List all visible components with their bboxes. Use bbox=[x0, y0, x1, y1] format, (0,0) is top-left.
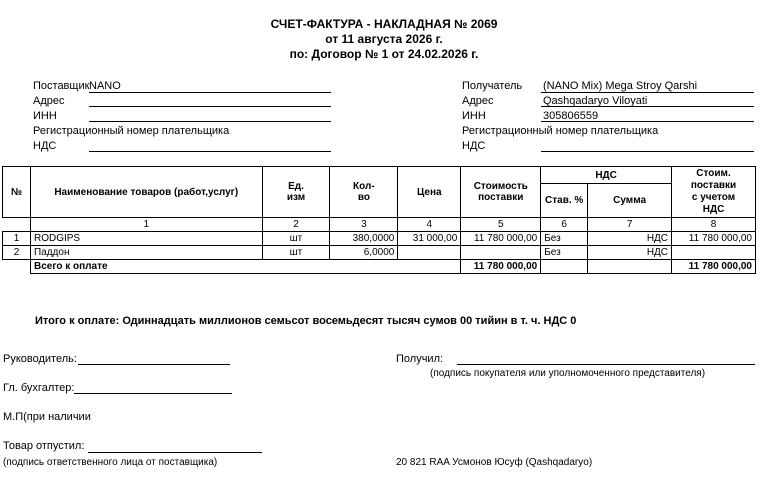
header-no: № bbox=[3, 167, 31, 218]
header-name: Наименование товаров (работ,услуг) bbox=[30, 167, 262, 218]
header-total: Стоим. поставки с учетом НДС bbox=[672, 167, 756, 218]
accountant-label: Гл. бухгалтер: bbox=[3, 382, 75, 394]
col-num-5: 5 bbox=[461, 218, 541, 232]
header-qty: Кол- во bbox=[330, 167, 398, 218]
row-sum: НДС bbox=[588, 232, 672, 246]
received-sign-line bbox=[457, 364, 755, 365]
supplier-label: Поставщик bbox=[33, 80, 90, 92]
col-num-6: 6 bbox=[541, 218, 588, 232]
row-price: 31 000,00 bbox=[398, 232, 461, 246]
total-cost: 11 780 000,00 bbox=[461, 260, 541, 274]
recipient-nds-label: НДС bbox=[462, 140, 486, 152]
row-rate: Без bbox=[541, 246, 588, 260]
supplier-address-label: Адрес bbox=[33, 95, 65, 107]
row-total bbox=[672, 246, 756, 260]
table-row bbox=[3, 246, 756, 260]
supplier-inn-label: ИНН bbox=[33, 110, 57, 122]
row-qty: 6,0000 bbox=[330, 246, 398, 260]
doc-title: СЧЕТ-ФАКТУРА - НАКЛАДНАЯ № 2069 bbox=[270, 17, 498, 31]
received-note: (подпись покупателя или уполномоченного представителя) bbox=[430, 368, 706, 379]
col-num-8: 8 bbox=[672, 218, 756, 232]
row-name: RODGIPS bbox=[30, 232, 262, 246]
recipient-address-label: Адрес bbox=[462, 95, 494, 107]
doc-contract: по: Договор № 1 от 24.02.2026 г. bbox=[289, 47, 479, 61]
supplier-inn-line bbox=[89, 121, 331, 122]
recipient-nds-line bbox=[541, 151, 754, 152]
total-sum: 11 780 000,00 bbox=[672, 260, 756, 274]
head-label: Руководитель: bbox=[3, 353, 77, 365]
row-rate: Без bbox=[541, 232, 588, 246]
summary-text: Итого к оплате: Одиннадцать миллионов семьсот восемьдесят тысяч сумов 00 тийин в т. ч. НДС 0 bbox=[35, 315, 577, 327]
header-price: Цена bbox=[398, 167, 461, 218]
supplier-value: NANO bbox=[89, 80, 121, 92]
recipient-value: (NANO Mix) Mega Stroy Qarshi bbox=[543, 80, 698, 92]
header-cost: Стоимость поставки bbox=[461, 167, 541, 218]
released-label: Товар отпустил: bbox=[3, 440, 85, 452]
col-num-4: 4 bbox=[398, 218, 461, 232]
supplier-nds-label: НДС bbox=[33, 140, 57, 152]
table-row bbox=[3, 232, 756, 246]
received-label: Получил: bbox=[396, 353, 444, 365]
recipient-address-value: Qashqadaryo Viloyati bbox=[543, 95, 648, 107]
recipient-label: Получатель bbox=[462, 80, 523, 92]
head-sign-line bbox=[78, 364, 230, 365]
row-sum: НДС bbox=[588, 246, 672, 260]
col-num-7: 7 bbox=[588, 218, 672, 232]
header-sum: Сумма bbox=[588, 184, 672, 218]
stamp-label: М.П(при наличии bbox=[3, 411, 91, 423]
col-num-1: 1 bbox=[30, 218, 262, 232]
recipient-address-line bbox=[541, 106, 754, 107]
header-rate: Став. % bbox=[541, 184, 588, 218]
row-price bbox=[398, 246, 461, 260]
footer-id: 20 821 RAA Усмонов Юсуф (Qashqadaryo) bbox=[396, 457, 593, 468]
supplier-nds-line bbox=[89, 151, 331, 152]
recipient-inn-line bbox=[541, 121, 754, 122]
released-sign-line bbox=[88, 452, 262, 453]
invoice-table bbox=[2, 166, 756, 274]
row-no: 1 bbox=[3, 232, 31, 246]
header-nds: НДС bbox=[541, 167, 672, 184]
released-note: (подпись ответственного лица от поставщика) bbox=[3, 457, 218, 468]
supplier-address-line bbox=[89, 106, 331, 107]
row-name: Паддон bbox=[30, 246, 262, 260]
col-num-blank bbox=[3, 218, 31, 232]
row-qty: 380,0000 bbox=[330, 232, 398, 246]
recipient-line bbox=[541, 92, 754, 93]
row-total: 11 780 000,00 bbox=[672, 232, 756, 246]
row-cost: 11 780 000,00 bbox=[461, 232, 541, 246]
col-num-3: 3 bbox=[330, 218, 398, 232]
row-no: 2 bbox=[3, 246, 31, 260]
total-label: Всего к оплате bbox=[30, 260, 460, 274]
supplier-reg-label: Регистрационный номер плательщика bbox=[33, 125, 230, 137]
supplier-line bbox=[89, 92, 331, 93]
recipient-reg-label: Регистрационный номер плательщика bbox=[462, 125, 659, 137]
row-cost bbox=[461, 246, 541, 260]
header-unit: Ед. изм bbox=[262, 167, 330, 218]
row-unit: шт bbox=[262, 232, 330, 246]
doc-date: от 11 августа 2026 г. bbox=[325, 32, 443, 46]
total-row bbox=[3, 260, 756, 274]
recipient-inn-value: 305806559 bbox=[543, 110, 599, 122]
accountant-sign-line bbox=[74, 393, 232, 394]
recipient-inn-label: ИНН bbox=[462, 110, 486, 122]
col-num-2: 2 bbox=[262, 218, 330, 232]
row-unit: шт bbox=[262, 246, 330, 260]
